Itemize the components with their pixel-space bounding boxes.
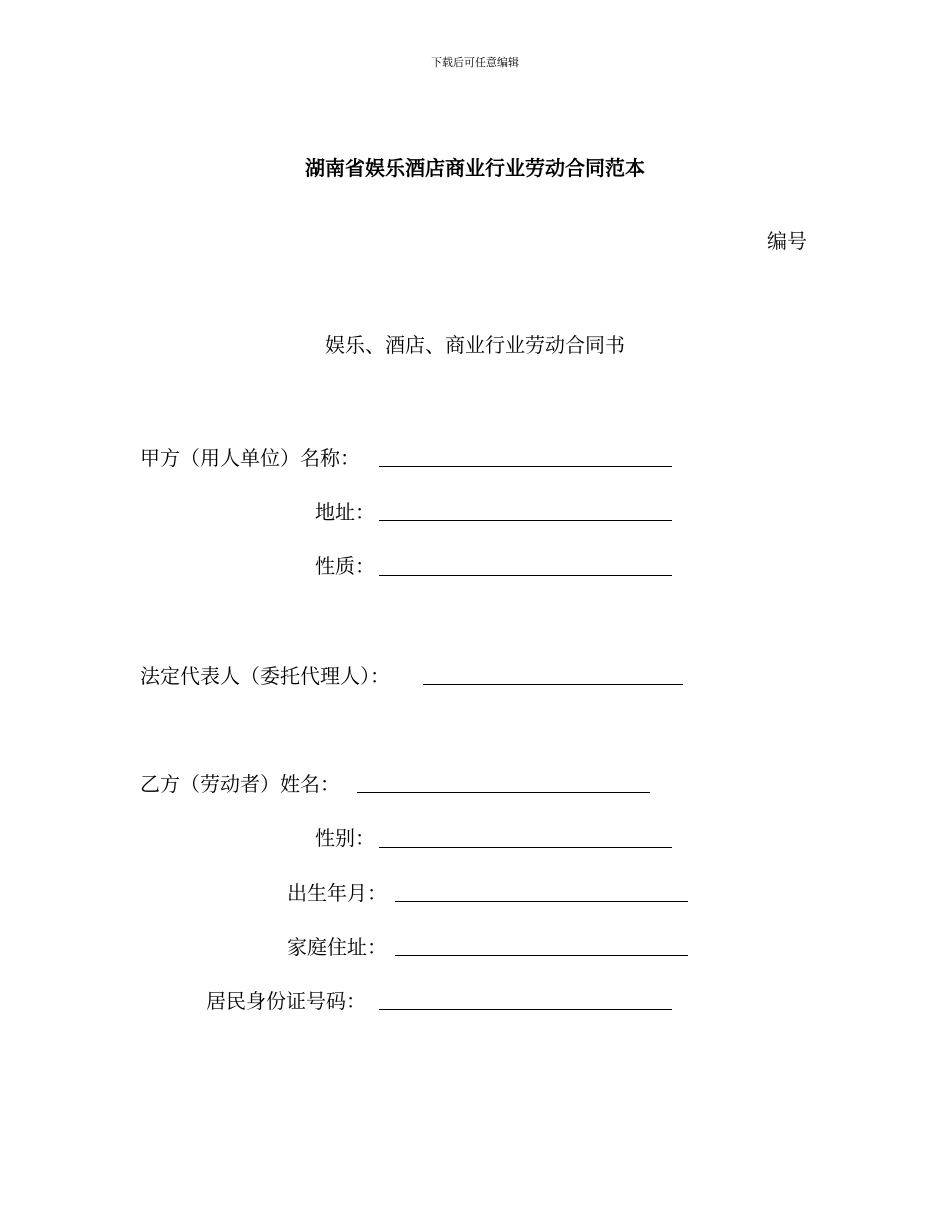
serial-number-label: 编号 — [767, 229, 807, 253]
party-b-id-number-label: 居民身份证号码： — [206, 989, 366, 1013]
party-b-home-address-field[interactable] — [395, 955, 688, 956]
party-b-gender-field[interactable] — [379, 847, 672, 848]
party-a-address-label: 地址： — [315, 500, 375, 524]
legal-representative-label: 法定代表人（委托代理人）： — [140, 664, 390, 688]
party-a-name-field[interactable] — [379, 466, 672, 467]
party-b-birth-label: 出生年月： — [287, 881, 387, 905]
party-a-nature-label: 性质： — [315, 554, 375, 578]
party-b-home-address-label: 家庭住址： — [287, 935, 387, 959]
party-a-address-field[interactable] — [379, 520, 672, 521]
party-b-birth-field[interactable] — [395, 901, 688, 902]
header-note: 下载后可任意编辑 — [431, 56, 519, 69]
party-a-nature-field[interactable] — [379, 575, 672, 576]
legal-representative-field[interactable] — [423, 684, 683, 685]
party-a-name-label: 甲方（用人单位）名称： — [140, 446, 360, 470]
document-subtitle: 娱乐、酒店、商业行业劳动合同书 — [325, 333, 625, 357]
party-b-name-field[interactable] — [357, 792, 650, 793]
party-b-name-label: 乙方（劳动者）姓名： — [140, 772, 340, 796]
party-b-id-number-field[interactable] — [379, 1009, 672, 1010]
document-title: 湖南省娱乐酒店商业行业劳动合同范本 — [305, 156, 645, 180]
party-b-gender-label: 性别： — [315, 826, 375, 850]
